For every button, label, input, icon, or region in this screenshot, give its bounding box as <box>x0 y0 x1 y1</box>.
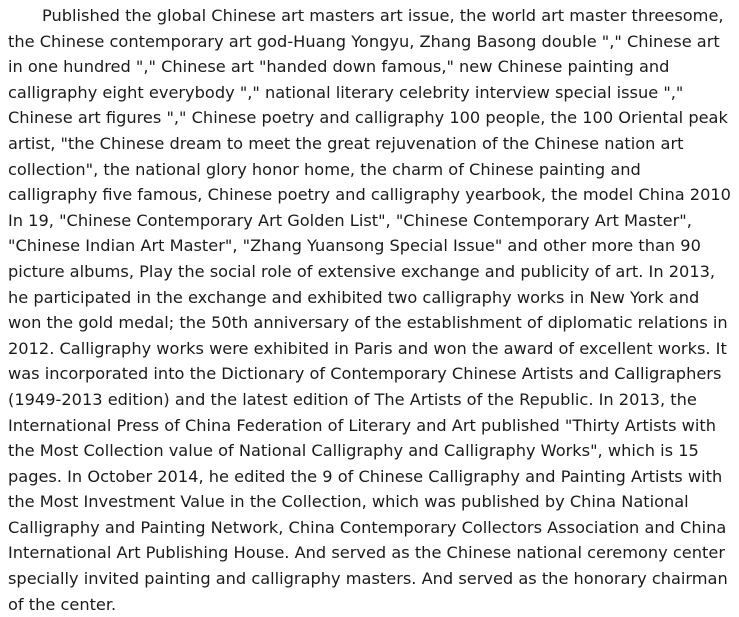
article-paragraph: Published the global Chinese art masters art issue, the world art master threesome, the Chinese contemporary art god-Huang Yongyu, Zhang Basong double "," Chinese art in one hundred "," Chinese art "handed down famous," new Chinese painting and calligraphy eight everybody "," national literary celebrity interview special issue "," Chinese art figures "," Chinese poetry and calligraphy 100 people, the 100 Oriental peak artist, "the Chinese dream to meet the great rejuvenation of the Chinese nation art collection", the national glory honor home, the charm of Chinese painting and calligraphy five famous, Chinese poetry and calligraphy yearbook, the model China 2010 In 19, "Chinese Contemporary Art Golden List", "Chinese Contemporary Art Master", "Chinese Indian Art Master", "Zhang Yuansong Special Issue" and other more than 90 picture albums, Play the social role of extensive exchange and publicity of art. In 2013, he participated in the exchange and exhibited two calligraphy works in New York and won the gold medal; the 50th anniversary of the establishment of diplomatic relations in 2012. Calligraphy works were exhibited in Paris and won the award of excellent works. It was incorporated into the Dictionary of Contemporary Chinese Artists and Calligraphers (1949-2013 edition) and the latest edition of The Artists of the Republic. In 2013, the International Press of China Federation of Literary and Art published "Thirty Artists with the Most Collection value of National Calligraphy and Calligraphy Works", which is 15 pages. In October 2014, he edited the 9 of Chinese Calligraphy and Painting Artists with the Most Investment Value in the Collection, which was published by China National Calligraphy and Painting Network, China Contemporary Collectors Association and China International Art Publishing House. And served as the Chinese national ceremony center specially invited painting and calligraphy masters. And served as the honorary chairman of the center. <box>8 6 731 614</box>
